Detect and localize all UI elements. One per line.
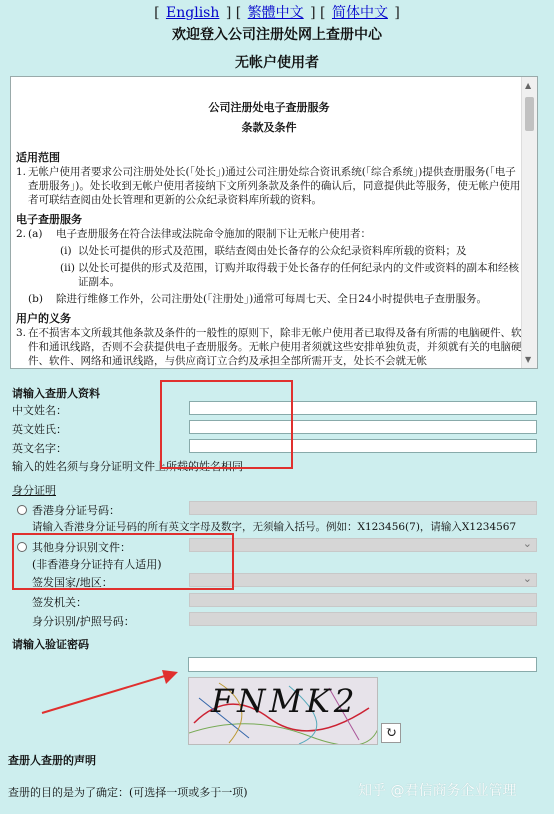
para-text: 无帐户使用者要求公司注册处处长(「处长」)通过公司注册处综合资讯系统(「综合系统」)提供查册服务(「电子查册服务」)。处长收到无帐户使用者接纳下文所列条款及条件的确认后，同意提供此等服务，使无帐户使用者可联结查阅由处长管理和更新的公众纪录资料库所载的资料。 — [28, 166, 521, 206]
other-doc-note: (非香港身分证持有人适用) — [32, 558, 162, 571]
issue-authority-label: 签发机关： — [32, 596, 87, 609]
captcha-heading: 请输入验证密码 — [12, 638, 89, 651]
lang-sep-2: ] [ — [310, 5, 326, 21]
section-obligations-title: 用户的义务 — [16, 312, 71, 325]
sub-label: (a) — [28, 228, 43, 240]
english-given-name-label: 英文名字： — [12, 442, 67, 455]
lang-simplified-link[interactable]: 简体中文 — [331, 5, 388, 21]
sub-label: (ii) — [60, 262, 75, 274]
english-surname-label: 英文姓氏： — [12, 423, 67, 436]
sub-text: 以处长可提供的形式及范围，订购并取得载于处长备存的任何纪录内的文件或资料的副本和经核证副本。 — [78, 262, 519, 288]
section-scope-title: 适用范围 — [16, 151, 60, 164]
sub-label: (i) — [60, 245, 72, 257]
lang-bracket-close: ] — [394, 5, 400, 21]
lang-traditional-link[interactable]: 繁體中文 — [247, 5, 304, 21]
doc-number-label: 身分识别/护照号码： — [32, 615, 135, 628]
sub-label: (b) — [28, 293, 43, 305]
lang-english-link[interactable]: English — [166, 5, 220, 21]
chevron-down-icon: ⌄ — [522, 572, 532, 585]
hkid-label: 香港身分证号码： — [32, 504, 120, 517]
searcher-info-heading: 请输入查册人资料 — [12, 387, 100, 400]
watermark: 知乎 @君信商务企业管理 — [358, 783, 517, 799]
scroll-up-arrow-icon[interactable]: ▲ — [525, 81, 532, 90]
identity-heading: 身分证明 — [12, 484, 56, 497]
lang-sep-1: ] [ — [225, 5, 242, 21]
chevron-down-icon: ⌄ — [522, 537, 532, 550]
para-number: 3. — [16, 327, 27, 339]
name-match-note: 输入的姓名须与身分证明文件上所载的姓名相同 — [12, 460, 243, 473]
sub-text: 电子查册服务在符合法律或法院命令施加的限制下让无帐户使用者： — [56, 228, 371, 240]
declaration-heading: 查册人查册的声明 — [8, 754, 96, 767]
page-subtitle: 无帐户使用者 — [235, 55, 319, 71]
terms-subheading: 条款及条件 — [241, 121, 297, 134]
captcha-text: FNMK2 — [206, 682, 363, 720]
page-title: 欢迎登入公司注册处网上查册中心 — [172, 27, 382, 43]
chinese-name-label: 中文姓名： — [12, 404, 67, 417]
terms-heading: 公司注册处电子查册服务 — [208, 101, 330, 114]
sub-text: 以处长可提供的形式及范围，联结查阅由处长备存的公众纪录资料库所载的资料；及 — [78, 245, 467, 257]
refresh-icon: ↻ — [385, 725, 397, 741]
para-text: 在不损害本文所载其他条款及条件的一般性的原则下，除非无帐户使用者已取得及备有所需的电脑硬件、软件和通讯线路，否则不会获提供电子查册服务。无帐户使用者须就这些安排单独负责，并须就有关的电脑硬件、软件、网络和通讯线路，与供应商订立合约及承担全部所需开支，处长不会就无帐 — [28, 327, 522, 367]
section-service-title: 电子查册服务 — [16, 213, 82, 226]
hkid-note: 请输入香港身分证号码的所有英文字母及数字，无须输入括号。例如：X123456(7)，请输入X1234567 — [32, 521, 517, 533]
para-number: 1. — [16, 166, 27, 178]
scroll-down-arrow-icon[interactable]: ▼ — [525, 355, 532, 364]
declaration-purpose: 查册的目的是为了确定：(可选择一项或多于一项) — [8, 786, 248, 799]
lang-bracket-open: [ — [154, 5, 160, 21]
other-doc-label: 其他身分识别文件： — [32, 541, 131, 554]
para-number: 2. — [16, 228, 27, 240]
sub-text: 除进行维修工作外，公司注册处(「注册处」)通常可每周七天、全日24小时提供电子查册服务。 — [56, 293, 488, 305]
issue-country-label: 签发国家/地区： — [32, 576, 113, 589]
